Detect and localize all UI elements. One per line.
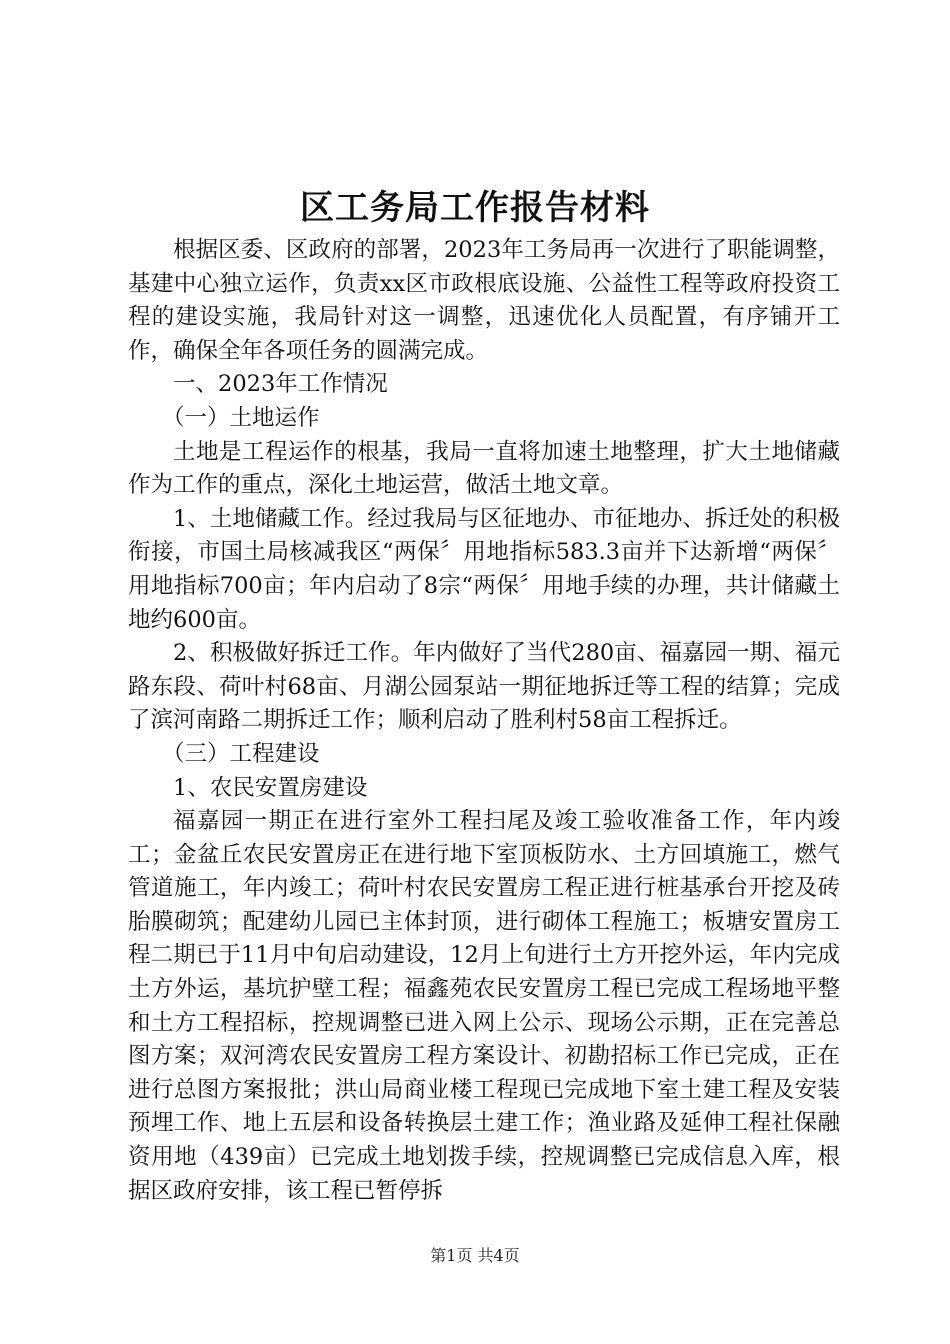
document-title: 区工务局工作报告材料	[300, 188, 650, 228]
subsection-heading-construction: （三）工程建设	[162, 740, 320, 767]
section-heading-work-status: 一、2023年工作情况	[173, 371, 388, 398]
item-heading-resettlement-housing: 1、农民安置房建设	[173, 774, 368, 801]
page-number-footer: 第1页 共4页	[430, 1246, 520, 1265]
land-operation-paragraph: 土地是工程运作的根基，我局一直将加速土地整理，扩大土地储藏作为工作的重点，深化土地运营，做活土地文章。	[128, 438, 840, 499]
demolition-paragraph: 2、积极做好拆迁工作。年内做好了当代280亩、福嘉园一期、福元路东段、荷叶村68亩、月湖公园泵站一期征地拆迁等工程的结算；完成了滨河南路二期拆迁工作；顺利启动了胜利村58亩工程拆迁。	[128, 640, 840, 734]
resettlement-housing-paragraph: 福嘉园一期正在进行室外工程扫尾及竣工验收准备工作，年内竣工；金盆丘农民安置房正在进行地下室顶板防水、土方回填施工，燃气管道施工，年内竣工；荷叶村农民安置房工程正进行桩基承台开挖及砖胎膜砌筑；配建幼儿园已主体封顶，进行砌体工程施工；板塘安置房工程二期已于11月中旬启动建设，12月上旬进行土方开挖外运，年内完成土方外运，基坑护壁工程；福鑫苑农民安置房工程已完成工程场地平整和土方工程招标，控规调整已进入网上公示、现场公示期，正在完善总图方案；双河湾农民安置房工程方案设计、初勘招标工作已完成，正在进行总图方案报批；洪山局商业楼工程现已完成地下室土建工程及安装预埋工作、地上五层和设备转换层土建工作；渔业路及延伸工程社保融资用地（439亩）已完成土地划拨手续，控规调整已完成信息入库，根据区政府安排，该工程已暂停拆	[128, 808, 840, 1204]
intro-paragraph: 根据区委、区政府的部署，2023年工务局再一次进行了职能调整，基建中心独立运作，负责xx区市政根底设施、公益性工程等政府投资工程的建设实施，我局针对这一调整，迅速优化人员配置，有序铺开工作，确保全年各项任务的圆满完成。	[128, 237, 840, 364]
document-body	[128, 234, 840, 1208]
land-reserve-paragraph: 1、土地储藏工作。经过我局与区征地办、市征地办、拆迁处的积极衔接，市国土局核减我区“两保〞用地指标583.3亩并下达新增“两保〞用地指标700亩；年内启动了8宗“两保〞用地手续的办理，共计储藏土地约600亩。	[128, 505, 840, 633]
subsection-heading-land-operation: （一）土地运作	[162, 404, 320, 431]
